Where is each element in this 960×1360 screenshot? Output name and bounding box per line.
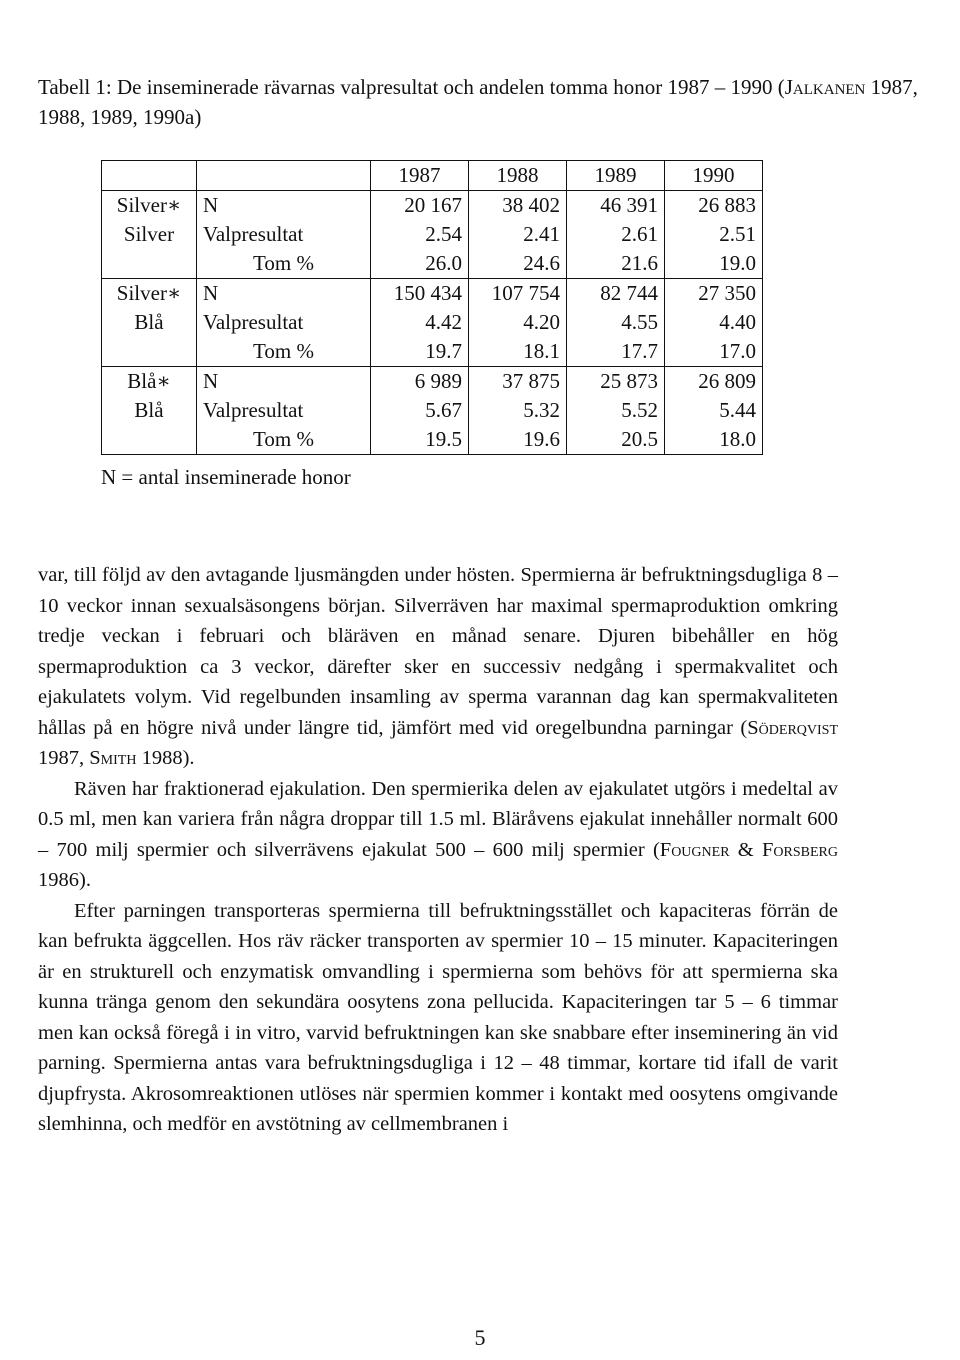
paragraph-2 [38,774,838,896]
table-header-row [102,161,763,191]
measure-label: Tom % [197,337,371,367]
author-citation: Smith [89,747,137,769]
caption-text: De inseminerade rävarnas valpresultat och andelen tomma honor 1987 – 1990 ( [117,75,785,99]
group-label: Blå [102,308,197,337]
text-segment: var, till följd av den avtagande ljusmängden under hösten. Spermierna är befruktningsdugliga 8 – 10 veckor innan sexualsäsongens början. Silverräven har maximal spermaproduktion omkring tredje veckan i februari och bläräven en månad senare. Djuren bibehåller en hög spermaproduktion ca 3 veckor, därefter sker en successiv nedgång i spermakvalitet och ejakulatets volym. Vid regelbunden insamling av sperma varannan dag kan spermakvaliteten hållas på en högre nivå under längre tid, jämfört med vid oregelbundna parningar ( [38,564,838,739]
results-table [101,160,763,455]
value-cell: 25 873 [567,367,665,397]
table-footnote: N = antal inseminerade honor [101,465,351,489]
group-label [102,425,197,455]
value-cell: 5.32 [469,396,567,425]
measure-label: N [197,279,371,309]
value-cell: 150 434 [371,279,469,309]
table-row [102,367,763,397]
value-cell: 82 744 [567,279,665,309]
value-cell: 27 350 [665,279,763,309]
page-number: 5 [474,1325,486,1350]
measure-label: Valpresultat [197,308,371,337]
text-segment: 1988). [136,747,195,769]
group-label: Blå [102,396,197,425]
measure-label: Tom % [197,425,371,455]
caption-label: Tabell 1: [38,75,112,99]
table-caption [38,72,918,132]
measure-label: N [197,191,371,221]
value-cell: 24.6 [469,249,567,279]
author-citation: Söderqvist [747,716,838,739]
header-blank-cell [197,161,371,191]
value-cell: 19.0 [665,249,763,279]
paragraph-3 [38,896,838,1140]
value-cell: 5.52 [567,396,665,425]
table-row [102,337,763,367]
value-cell: 107 754 [469,279,567,309]
value-cell: 19.5 [371,425,469,455]
author-citation: Forsberg [762,838,838,861]
value-cell: 20 167 [371,191,469,221]
table-row [102,279,763,309]
value-cell: 19.6 [469,425,567,455]
text-segment: & [729,838,763,861]
value-cell: 26.0 [371,249,469,279]
value-cell: 2.41 [469,220,567,249]
table-row [102,396,763,425]
value-cell: 5.67 [371,396,469,425]
group-label: Silver [102,220,197,249]
value-cell: 18.1 [469,337,567,367]
value-cell: 37 875 [469,367,567,397]
table-row [102,249,763,279]
value-cell: 18.0 [665,425,763,455]
measure-label: Valpresultat [197,220,371,249]
year-header: 1990 [665,161,763,191]
group-label [102,249,197,279]
year-header: 1988 [469,161,567,191]
group-label [102,337,197,367]
year-header: 1987 [371,161,469,191]
value-cell: 17.0 [665,337,763,367]
author-citation: Fougner [659,838,730,861]
value-cell: 19.7 [371,337,469,367]
table-row [102,308,763,337]
group-label: Silver∗ [102,191,197,221]
value-cell: 26 809 [665,367,763,397]
caption-ref-author: Jalkanen [784,75,866,99]
value-cell: 2.54 [371,220,469,249]
text-segment: Räven har fraktionerad ejakulation. Den spermierika delen av ejakulatet utgörs i medeltal av 0.5 ml, men kan variera från några droppar till 1.5 ml. Bläråvens ejakulat innehåller normalt 600 – 700 milj spermier och silverrävens ejakulat 500 – 600 milj spermier ( [38,777,838,861]
value-cell: 4.40 [665,308,763,337]
value-cell: 4.42 [371,308,469,337]
group-label: Blå∗ [102,367,197,397]
table-row [102,220,763,249]
year-header: 1989 [567,161,665,191]
value-cell: 4.20 [469,308,567,337]
value-cell: 2.61 [567,220,665,249]
caption-ref-years: 1987, 1988, 1989, 1990a) [38,75,918,129]
table-row [102,191,763,221]
paragraph-1 [38,560,838,774]
value-cell: 2.51 [665,220,763,249]
value-cell: 17.7 [567,337,665,367]
text-segment: 1986). [38,869,91,891]
value-cell: 4.55 [567,308,665,337]
measure-label: Valpresultat [197,396,371,425]
value-cell: 6 989 [371,367,469,397]
table-row [102,425,763,455]
header-blank-cell [102,161,197,191]
value-cell: 38 402 [469,191,567,221]
group-label: Silver∗ [102,279,197,309]
value-cell: 5.44 [665,396,763,425]
measure-label: N [197,367,371,397]
body-text [38,560,838,1140]
text-segment: 1987, [38,747,90,769]
value-cell: 21.6 [567,249,665,279]
value-cell: 26 883 [665,191,763,221]
measure-label: Tom % [197,249,371,279]
text-segment: Efter parningen transporteras spermierna till befruktningsstället och kapaciteras förrän de kan befrukta äggcellen. Hos räv räcker transporten av spermier 10 – 15 minuter. Kapaciteringen är en strukturell och enzymatisk omvandling i spermierna som behövs för att spermierna ska kunna tränga genom den sekundära oosytens zona pellucida. Kapaciteringen tar 5 – 6 timmar men kan också föregå i in vitro, varvid befruktningen kan ske snabbare efter inseminering än vid parning. Spermierna antas vara befruktningsdugliga i 12 – 48 timmar, kortare tid ifall de varit djupfrysta. Akrosomreaktionen utlöses när spermien kommer i kontakt med oosytens omgivande slemhinna, och medför en avstötning av cellmembranen i [38,899,838,1135]
value-cell: 46 391 [567,191,665,221]
value-cell: 20.5 [567,425,665,455]
